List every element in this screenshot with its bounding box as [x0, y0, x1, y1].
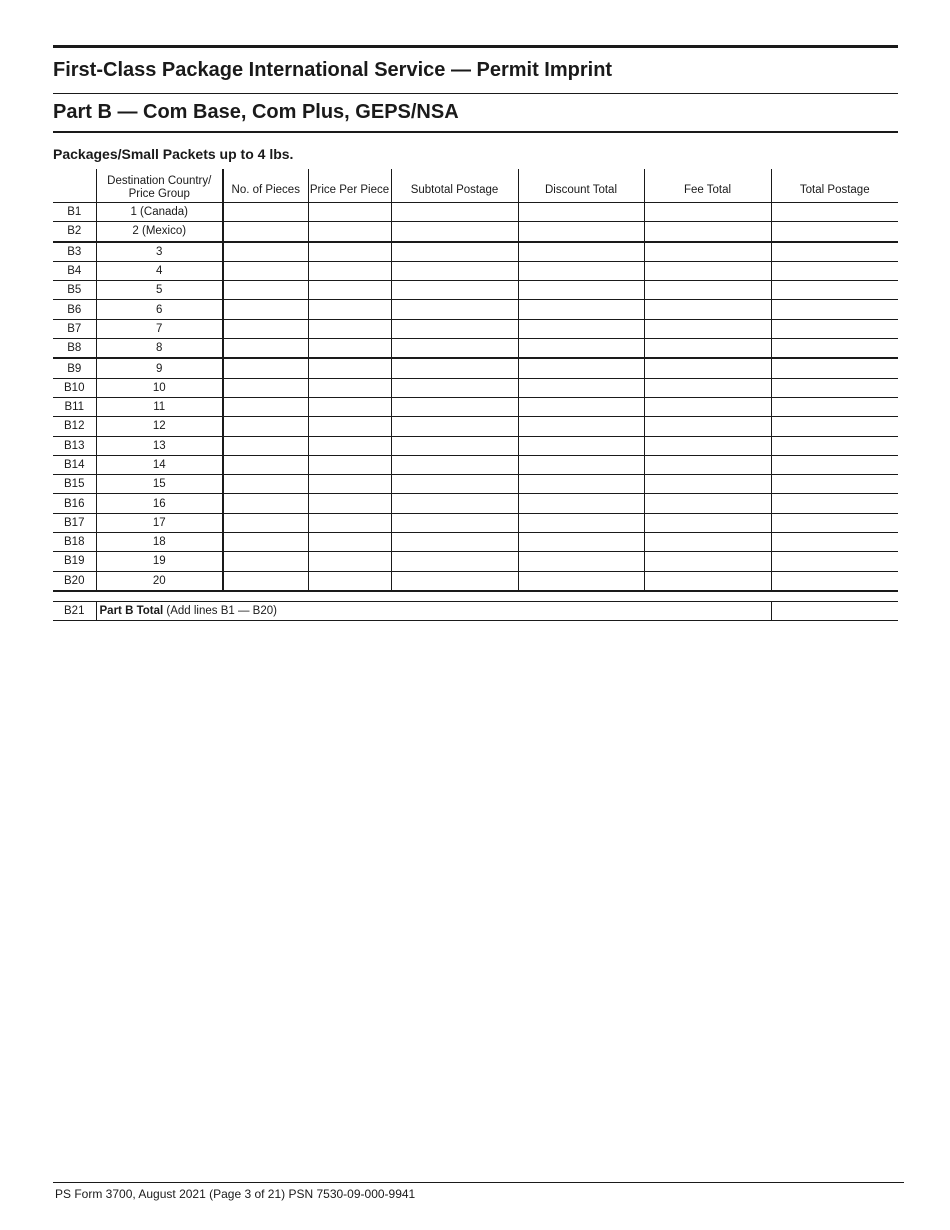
total-postage-field[interactable]	[771, 358, 898, 378]
pieces-field[interactable]	[223, 417, 308, 436]
row-price-group: 11	[96, 397, 223, 416]
pieces-field[interactable]	[223, 475, 308, 494]
subtotal-postage-field[interactable]	[391, 261, 518, 280]
subtotal-postage-field[interactable]	[391, 242, 518, 262]
row-line-label: B12	[53, 417, 96, 436]
fee-total-field[interactable]	[644, 513, 771, 532]
pieces-field[interactable]	[223, 455, 308, 474]
postage-table	[53, 169, 898, 592]
subtotal-postage-field[interactable]	[391, 494, 518, 513]
table-row	[53, 319, 898, 338]
table-row	[53, 339, 898, 359]
subtotal-postage-field[interactable]	[391, 358, 518, 378]
price-per-piece-field[interactable]	[308, 397, 391, 416]
price-per-piece-field[interactable]	[308, 242, 391, 262]
total-postage-field[interactable]	[771, 455, 898, 474]
row-line-label: B16	[53, 494, 96, 513]
total-postage-field[interactable]	[771, 222, 898, 242]
row-line-label: B15	[53, 475, 96, 494]
row-line-label: B11	[53, 397, 96, 416]
discount-total-field[interactable]	[518, 533, 644, 552]
fee-total-field[interactable]	[644, 417, 771, 436]
price-per-piece-field[interactable]	[308, 436, 391, 455]
table-row	[53, 475, 898, 494]
subtotal-postage-field[interactable]	[391, 533, 518, 552]
title-divider	[53, 93, 898, 94]
row-price-group: 19	[96, 552, 223, 571]
pieces-field[interactable]	[223, 571, 308, 591]
row-price-group: 4	[96, 261, 223, 280]
table-row	[53, 436, 898, 455]
pieces-field[interactable]	[223, 242, 308, 262]
pieces-field[interactable]	[223, 319, 308, 338]
table-row	[53, 455, 898, 474]
total-note: (Add lines B1 — B20)	[166, 605, 277, 617]
discount-total-field[interactable]	[518, 281, 644, 300]
fee-total-field[interactable]	[644, 533, 771, 552]
fee-total-field[interactable]	[644, 300, 771, 319]
discount-total-field[interactable]	[518, 300, 644, 319]
col-header-price-per-piece: Price Per Piece	[308, 169, 391, 203]
total-postage-field[interactable]	[771, 261, 898, 280]
price-per-piece-field[interactable]	[308, 222, 391, 242]
row-price-group: 10	[96, 378, 223, 397]
discount-total-field[interactable]	[518, 222, 644, 242]
total-postage-field[interactable]	[771, 378, 898, 397]
pieces-field[interactable]	[223, 203, 308, 222]
total-postage-field[interactable]	[771, 571, 898, 591]
subtotal-postage-field[interactable]	[391, 475, 518, 494]
pieces-field[interactable]	[223, 300, 308, 319]
subtotal-postage-field[interactable]	[391, 281, 518, 300]
subtotal-postage-field[interactable]	[391, 319, 518, 338]
subtotal-postage-field[interactable]	[391, 339, 518, 359]
col-header-pieces: No. of Pieces	[223, 169, 308, 203]
total-postage-field[interactable]	[771, 281, 898, 300]
row-price-group: 18	[96, 533, 223, 552]
discount-total-field[interactable]	[518, 417, 644, 436]
col-header-destination: Destination Country/ Price Group	[96, 169, 223, 203]
table-row	[53, 397, 898, 416]
footer-rule	[53, 1182, 904, 1183]
row-line-label: B2	[53, 222, 96, 242]
total-postage-field[interactable]	[771, 417, 898, 436]
table-row	[53, 281, 898, 300]
subtotal-postage-field[interactable]	[391, 222, 518, 242]
pieces-field[interactable]	[223, 436, 308, 455]
total-row	[53, 602, 898, 621]
row-price-group: 17	[96, 513, 223, 532]
table-header-row	[53, 169, 898, 203]
price-per-piece-field[interactable]	[308, 358, 391, 378]
col-header-fee-total: Fee Total	[644, 169, 771, 203]
price-per-piece-field[interactable]	[308, 417, 391, 436]
table-row	[53, 533, 898, 552]
price-per-piece-field[interactable]	[308, 533, 391, 552]
discount-total-field[interactable]	[518, 203, 644, 222]
part-divider	[53, 131, 898, 133]
discount-total-field[interactable]	[518, 571, 644, 591]
subtotal-postage-field[interactable]	[391, 455, 518, 474]
subtotal-postage-field[interactable]	[391, 436, 518, 455]
fee-total-field[interactable]	[644, 552, 771, 571]
table-row	[53, 417, 898, 436]
total-postage-field[interactable]	[771, 494, 898, 513]
row-line-label: B8	[53, 339, 96, 359]
part-b-total-table	[53, 601, 898, 621]
discount-total-field[interactable]	[518, 455, 644, 474]
price-per-piece-field[interactable]	[308, 339, 391, 359]
subtotal-postage-field[interactable]	[391, 378, 518, 397]
table-body	[53, 203, 898, 591]
row-price-group: 14	[96, 455, 223, 474]
price-per-piece-field[interactable]	[308, 475, 391, 494]
table-row	[53, 571, 898, 591]
row-line-label: B14	[53, 455, 96, 474]
total-postage-field[interactable]	[771, 475, 898, 494]
discount-total-field[interactable]	[518, 475, 644, 494]
part-title: Part B — Com Base, Com Plus, GEPS/NSA	[53, 101, 459, 123]
pieces-field[interactable]	[223, 378, 308, 397]
total-line-label: B21	[64, 605, 85, 617]
total-postage-field[interactable]	[771, 533, 898, 552]
subtotal-postage-field[interactable]	[391, 571, 518, 591]
row-price-group: 1 (Canada)	[96, 203, 223, 222]
price-per-piece-field[interactable]	[308, 494, 391, 513]
row-line-label: B4	[53, 261, 96, 280]
price-per-piece-field[interactable]	[308, 571, 391, 591]
discount-total-field[interactable]	[518, 436, 644, 455]
fee-total-field[interactable]	[644, 222, 771, 242]
row-price-group: 20	[96, 571, 223, 591]
price-per-piece-field[interactable]	[308, 319, 391, 338]
total-postage-field[interactable]	[771, 339, 898, 359]
pieces-field[interactable]	[223, 358, 308, 378]
pieces-field[interactable]	[223, 397, 308, 416]
discount-total-field[interactable]	[518, 397, 644, 416]
fee-total-field[interactable]	[644, 358, 771, 378]
fee-total-field[interactable]	[644, 494, 771, 513]
row-price-group: 7	[96, 319, 223, 338]
fee-total-field[interactable]	[644, 455, 771, 474]
row-price-group: 12	[96, 417, 223, 436]
top-rule	[53, 45, 898, 48]
discount-total-field[interactable]	[518, 261, 644, 280]
table-row	[53, 300, 898, 319]
table-row	[53, 261, 898, 280]
fee-total-field[interactable]	[644, 339, 771, 359]
row-price-group: 8	[96, 339, 223, 359]
col-header-line	[53, 169, 96, 203]
row-line-label: B18	[53, 533, 96, 552]
row-price-group: 9	[96, 358, 223, 378]
subtotal-postage-field[interactable]	[391, 417, 518, 436]
price-per-piece-field[interactable]	[308, 203, 391, 222]
pieces-field[interactable]	[223, 513, 308, 532]
total-postage-field[interactable]	[771, 436, 898, 455]
pieces-field[interactable]	[223, 494, 308, 513]
pieces-field[interactable]	[223, 261, 308, 280]
row-line-label: B7	[53, 319, 96, 338]
price-per-piece-field[interactable]	[308, 455, 391, 474]
table-row	[53, 222, 898, 242]
table-row	[53, 203, 898, 222]
fee-total-field[interactable]	[644, 261, 771, 280]
row-line-label: B1	[53, 203, 96, 222]
fee-total-field[interactable]	[644, 281, 771, 300]
row-line-label: B9	[53, 358, 96, 378]
total-label: Part B Total	[99, 605, 164, 617]
row-price-group: 2 (Mexico)	[96, 222, 223, 242]
table-row	[53, 494, 898, 513]
total-postage-field[interactable]	[771, 552, 898, 571]
section-title: Packages/Small Packets up to 4 lbs.	[53, 146, 294, 162]
row-line-label: B6	[53, 300, 96, 319]
row-price-group: 13	[96, 436, 223, 455]
pieces-field[interactable]	[223, 222, 308, 242]
col-header-total-postage: Total Postage	[771, 169, 898, 203]
fee-total-field[interactable]	[644, 436, 771, 455]
row-price-group: 5	[96, 281, 223, 300]
pieces-field[interactable]	[223, 533, 308, 552]
fee-total-field[interactable]	[644, 571, 771, 591]
discount-total-field[interactable]	[518, 513, 644, 532]
row-line-label: B13	[53, 436, 96, 455]
fee-total-field[interactable]	[644, 203, 771, 222]
table-row	[53, 358, 898, 378]
price-per-piece-field[interactable]	[308, 261, 391, 280]
total-amount-field[interactable]	[771, 602, 898, 621]
discount-total-field[interactable]	[518, 552, 644, 571]
fee-total-field[interactable]	[644, 242, 771, 262]
row-line-label: B19	[53, 552, 96, 571]
subtotal-postage-field[interactable]	[391, 203, 518, 222]
subtotal-postage-field[interactable]	[391, 513, 518, 532]
fee-total-field[interactable]	[644, 475, 771, 494]
discount-total-field[interactable]	[518, 358, 644, 378]
row-line-label: B3	[53, 242, 96, 262]
price-per-piece-field[interactable]	[308, 552, 391, 571]
form-title: First-Class Package International Service — Permit Imprint	[53, 59, 613, 81]
fee-total-field[interactable]	[644, 397, 771, 416]
table-row	[53, 513, 898, 532]
total-description	[96, 602, 771, 621]
discount-total-field[interactable]	[518, 319, 644, 338]
table-row	[53, 378, 898, 397]
fee-total-field[interactable]	[644, 319, 771, 338]
total-postage-field[interactable]	[771, 397, 898, 416]
table-row	[53, 242, 898, 262]
fee-total-field[interactable]	[644, 378, 771, 397]
price-per-piece-field[interactable]	[308, 378, 391, 397]
total-postage-field[interactable]	[771, 319, 898, 338]
discount-total-field[interactable]	[518, 242, 644, 262]
price-per-piece-field[interactable]	[308, 513, 391, 532]
col-header-subtotal-postage: Subtotal Postage	[391, 169, 518, 203]
row-price-group: 16	[96, 494, 223, 513]
subtotal-postage-field[interactable]	[391, 552, 518, 571]
footer-text: PS Form 3700, August 2021 (Page 3 of 21) PSN 7530-09-000-9941	[55, 1187, 416, 1201]
row-line-label: B17	[53, 513, 96, 532]
row-line-label: B10	[53, 378, 96, 397]
pieces-field[interactable]	[223, 281, 308, 300]
total-postage-field[interactable]	[771, 242, 898, 262]
row-line-label: B20	[53, 571, 96, 591]
row-price-group: 3	[96, 242, 223, 262]
row-price-group: 6	[96, 300, 223, 319]
price-per-piece-field[interactable]	[308, 281, 391, 300]
table-row	[53, 552, 898, 571]
pieces-field[interactable]	[223, 552, 308, 571]
total-postage-field[interactable]	[771, 513, 898, 532]
subtotal-postage-field[interactable]	[391, 397, 518, 416]
discount-total-field[interactable]	[518, 494, 644, 513]
row-line-label: B5	[53, 281, 96, 300]
discount-total-field[interactable]	[518, 339, 644, 359]
col-header-discount-total: Discount Total	[518, 169, 644, 203]
total-postage-field[interactable]	[771, 203, 898, 222]
total-postage-field[interactable]	[771, 300, 898, 319]
discount-total-field[interactable]	[518, 378, 644, 397]
pieces-field[interactable]	[223, 339, 308, 359]
row-price-group: 15	[96, 475, 223, 494]
subtotal-postage-field[interactable]	[391, 300, 518, 319]
price-per-piece-field[interactable]	[308, 300, 391, 319]
